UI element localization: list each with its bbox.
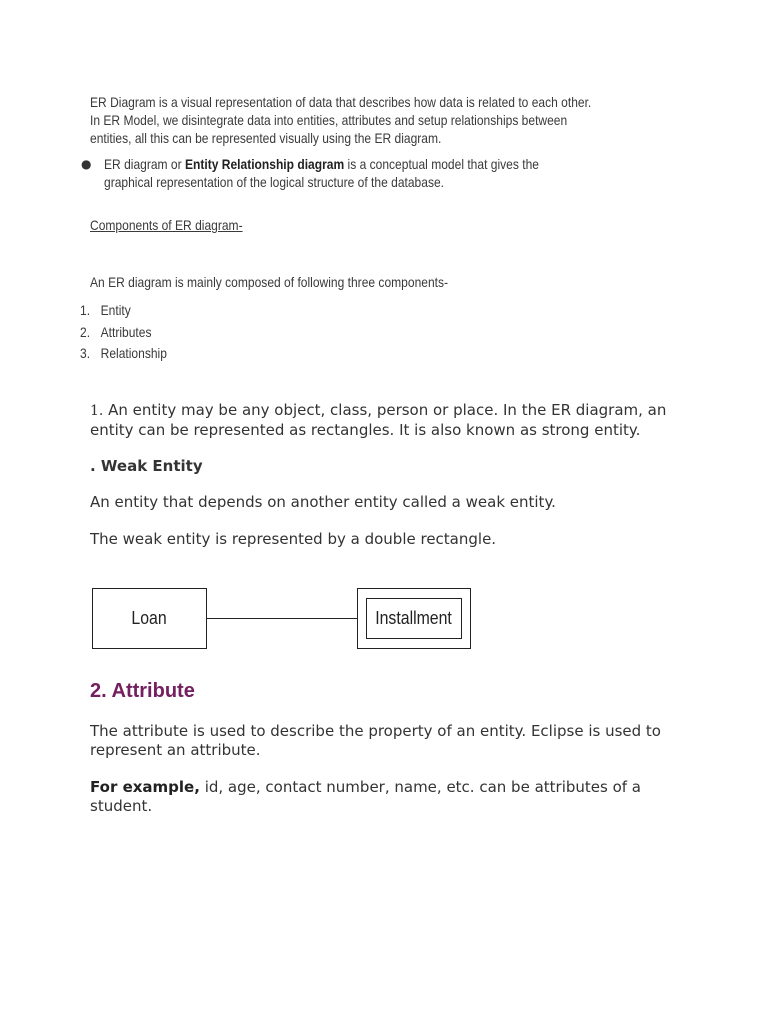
example-paragraph: [90, 778, 690, 816]
list-label: Attributes: [100, 323, 152, 340]
attribute-paragraph: [90, 722, 690, 760]
example-bold-text: For example,: [90, 778, 200, 796]
intro-paragraph: [90, 93, 666, 147]
bullet-paragraph: [104, 155, 663, 191]
list-label: Relationship: [100, 345, 167, 361]
bullet-pre-text: ER diagram or: [104, 156, 185, 172]
intro-line-2: In ER Model, we disintegrate data into entities, attributes and setup relationships between: [90, 112, 568, 128]
components-heading: Components of ER diagram-: [90, 217, 243, 233]
attribute-line-1: The attribute is used to describe the property of an entity. Eclipse is used to: [90, 722, 661, 740]
strong-entity-label: Loan: [131, 608, 168, 628]
bullet-post-text: is a conceptual model that gives the: [344, 156, 539, 172]
weak-entity-heading: . Weak Entity: [90, 457, 203, 475]
entity-line-2: entity can be represented as rectangles. It is also known as strong entity.: [90, 421, 641, 439]
bullet-dot-icon: ●: [81, 157, 92, 171]
weak-entity-definition: An entity that depends on another entity called a weak entity.: [90, 493, 556, 511]
intro-line-1: ER Diagram is a visual representation of data that describes how data is related to each other.: [90, 94, 592, 110]
strong-entity-box: [92, 588, 207, 649]
list-number: 1.: [80, 302, 91, 318]
components-intro: An ER diagram is mainly composed of following three components-: [90, 274, 449, 290]
attribute-line-2: represent an attribute.: [90, 741, 261, 759]
example-line-1: [90, 778, 690, 797]
list-item: [80, 344, 338, 366]
entity-paragraph: [90, 401, 690, 440]
weak-entity-label: Installment: [375, 608, 453, 628]
entity-number: 1.: [90, 403, 104, 419]
example-line-2: student.: [90, 797, 153, 815]
list-label: Entity: [100, 302, 131, 318]
bullet-line-1: [104, 155, 663, 173]
list-item: [80, 323, 338, 345]
bullet-line-2: graphical representation of the logical structure of the database.: [104, 174, 445, 190]
intro-line-3: entities, all this can be represented visually using the ER diagram.: [90, 130, 442, 146]
components-list: [80, 301, 338, 366]
attribute-heading: 2. Attribute: [90, 680, 195, 702]
entity-line-1: [90, 401, 690, 421]
weak-entity-inner-box: [366, 598, 462, 639]
er-diagram: [90, 586, 474, 652]
list-item: [80, 301, 338, 323]
example-line-1-text: id, age, contact number, name, etc. can be attributes of a: [199, 778, 642, 796]
weak-entity-representation: The weak entity is represented by a double rectangle.: [90, 530, 497, 548]
list-number: 3.: [80, 345, 91, 361]
list-number: 2.: [80, 323, 91, 340]
bullet-bold-text: Entity Relationship diagram: [184, 156, 345, 172]
weak-entity-outer-box: [357, 588, 471, 649]
entity-line-1-text: An entity may be any object, class, person or place. In the ER diagram, an: [103, 401, 667, 419]
relationship-line: [207, 618, 357, 619]
